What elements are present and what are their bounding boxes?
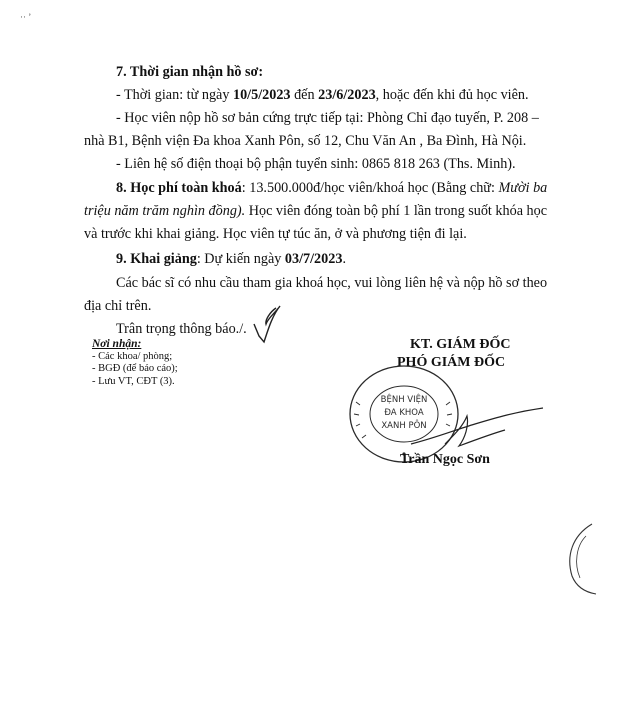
recipient-item: - BGĐ (để báo cáo); xyxy=(92,363,178,374)
stamp-text-2: ĐA KHOA xyxy=(384,408,424,418)
closing-line-2: địa chỉ trên. xyxy=(84,298,152,314)
section-8-heading: 8. Học phí toàn khoá xyxy=(116,180,242,196)
section-9-heading: 9. Khai giảng xyxy=(116,251,197,267)
section-8-line-3: và trước khi khai giảng. Học viên tự túc ăn, ở và phương tiện đi lại. xyxy=(84,226,467,242)
recipients xyxy=(92,338,178,388)
opening-date: 03/7/2023 xyxy=(284,251,343,267)
stamp-text-1: BỆNH VIỆN xyxy=(380,395,428,405)
signature-title-1: KT. GIÁM ĐỐC xyxy=(410,337,511,352)
initial-mark-icon xyxy=(250,302,286,344)
stamp-text-3: XANH PÔN xyxy=(381,421,427,431)
section-7-time: - Thời gian: từ ngày 10/5/2023 đến 23/6/2023, hoặc đến khi đủ học viên. xyxy=(116,87,529,103)
time-start-date: 10/5/2023 xyxy=(232,87,291,103)
closing-regards: Trân trọng thông báo./. xyxy=(116,321,247,337)
corner-mark: ·· ʼ xyxy=(20,12,32,22)
handwritten-signature-icon xyxy=(405,404,555,454)
edge-seal-icon xyxy=(562,520,602,596)
section-7-submit-line-1: - Học viên nộp hồ sơ bản cứng trực tiếp tại: Phòng Chỉ đạo tuyến, P. 208 – xyxy=(116,110,539,126)
section-9-line: 9. Khai giảng: Dự kiến ngày 03/7/2023. xyxy=(116,251,346,267)
section-7-contact: - Liên hệ số điện thoại bộ phận tuyển sinh: 0865 818 263 (Ths. Minh). xyxy=(116,156,516,172)
section-8-line-2: triệu năm trăm nghìn đồng). Học viên đóng toàn bộ phí 1 lần trong suốt khóa học xyxy=(84,203,548,219)
section-7-submit-line-2: nhà B1, Bệnh viện Đa khoa Xanh Pôn, số 12, Chu Văn An , Ba Đình, Hà Nội. xyxy=(84,133,527,149)
closing-line-1: Các bác sĩ có nhu cầu tham gia khoá học, vui lòng liên hệ và nộp hồ sơ theo xyxy=(116,275,548,291)
signer-name: Trần Ngọc Sơn xyxy=(400,452,490,467)
recipient-item: - Các khoa/ phòng; xyxy=(92,350,173,362)
signature-title-2: PHÓ GIÁM ĐỐC xyxy=(397,355,506,370)
section-7-heading: 7. Thời gian nhận hồ sơ: xyxy=(116,64,264,80)
recipients-title: Nơi nhận: xyxy=(92,338,142,350)
recipient-item: - Lưu VT, CĐT (3). xyxy=(92,375,175,387)
section-8-line-1: 8. Học phí toàn khoá: 13.500.000đ/học viên/khoá học (Bằng chữ: Mười ba xyxy=(116,180,548,196)
time-end-date: 23/6/2023 xyxy=(318,87,376,103)
